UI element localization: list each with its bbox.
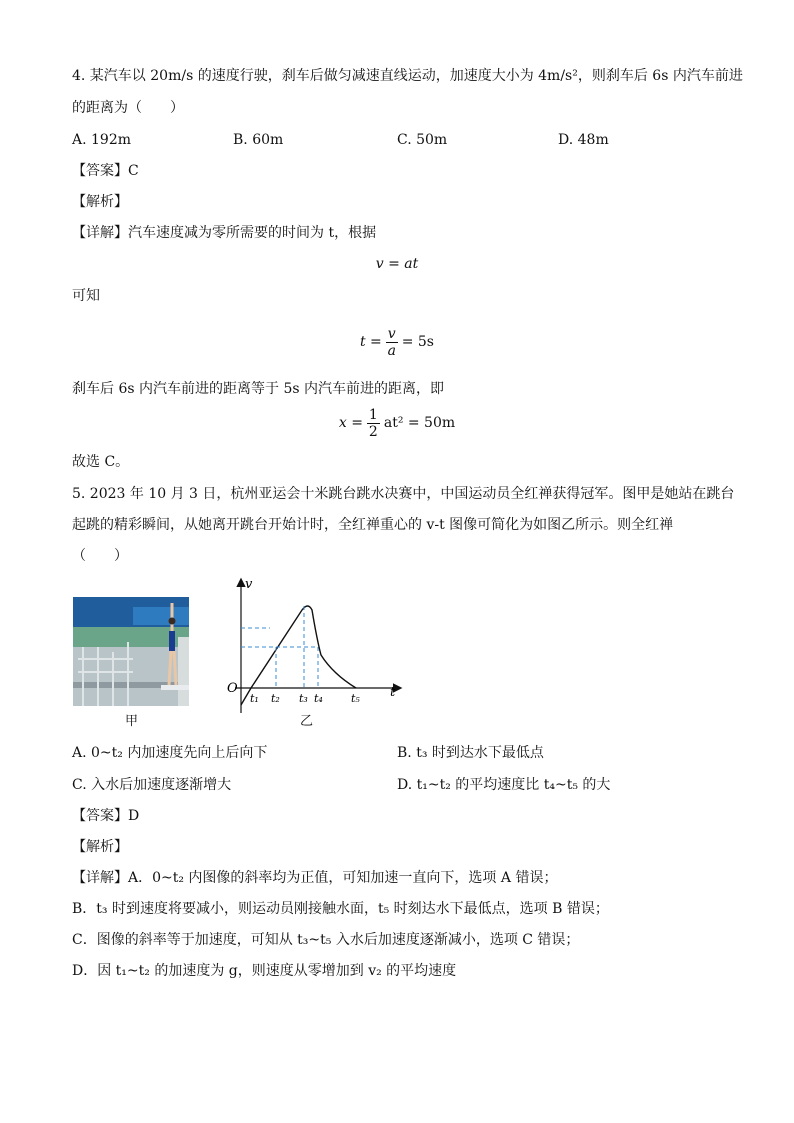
q4-know: 可知: [72, 288, 100, 304]
q4-detail-tag: 【详解】: [72, 225, 128, 241]
q5-detail-d: D．因 t₁~t₂ 的加速度为 g，则速度从零增加到 v₂ 的平均速度: [72, 963, 457, 979]
q4-equation-3: [0, 403, 794, 443]
q4-eq3-right: at² = 50m: [383, 415, 456, 431]
vt-graph: [220, 570, 410, 730]
vt-graph-tick-t3: t₃: [299, 692, 308, 705]
q4-eq2-fraction: [386, 326, 398, 359]
vt-graph-x-label: t: [390, 685, 396, 700]
vt-graph-tick-t1: t₁: [250, 692, 259, 705]
q4-analysis-heading: 【解析】: [72, 194, 128, 210]
q5-answer: 【答案】D: [72, 808, 140, 824]
q5-option-a: A. 0~t₂ 内加速度先向上后向下: [72, 745, 268, 761]
vt-graph-tick-t4: t₄: [314, 692, 323, 705]
q4-eq3-denominator: 2: [368, 423, 378, 440]
q4-eq3-numerator: 1: [368, 406, 378, 423]
vt-graph-origin: O: [227, 681, 238, 696]
diver-photo: [73, 597, 189, 706]
q4-option-a: A. 192m: [72, 132, 132, 148]
q4-stem-line1: 4. 某汽车以 20m/s 的速度行驶，刹车后做匀减速直线运动，加速度大小为 4m/s²，则刹车后 6s 内汽车前进: [72, 68, 743, 84]
q4-stem-line2: 的距离为（ ）: [72, 100, 184, 116]
q5-analysis-heading: 【解析】: [72, 839, 128, 855]
q4-equation-2: [0, 322, 794, 362]
q4-eq2-denominator: a: [387, 342, 396, 359]
q4-detail: [72, 223, 376, 243]
q4-eq3-left: x =: [338, 415, 363, 431]
vt-graph-guides: [241, 606, 318, 688]
q4-option-b: B. 60m: [233, 132, 284, 148]
q5-stem-line2: 起跳的精彩瞬间，从她离开跳台开始计时，全红禅重心的 v-t 图像可简化为如图乙所示。则全红禅: [72, 517, 674, 533]
q5-stem-line3: （ ）: [72, 548, 128, 564]
q4-line-6s: 刹车后 6s 内汽车前进的距离等于 5s 内汽车前进的距离，即: [72, 381, 444, 397]
q5-detail-b: B．t₃ 时到速度将要减小，则运动员刚接触水面，t₅ 时刻达水下最低点，选项 B 错误；: [72, 901, 609, 917]
q5-detail-c: C．图像的斜率等于加速度，可知从 t₃~t₅ 入水后加速度逐渐减小，选项 C 错误；: [72, 932, 580, 948]
vt-graph-tick-t2: t₂: [271, 692, 280, 705]
q4-detail-text: 汽车速度减为零所需要的时间为 t，根据: [128, 225, 377, 241]
figure-b-caption: 乙: [300, 714, 314, 729]
q5-option-c: C. 入水后加速度逐渐增大: [72, 777, 232, 793]
q5-option-d: D. t₁~t₂ 的平均速度比 t₄~t₅ 的大: [397, 777, 611, 793]
q5-detail-a: 【详解】A．0~t₂ 内图像的斜率均为正值，可知加速一直向下，选项 A 错误；: [72, 870, 558, 886]
figure-a-caption: 甲: [125, 714, 139, 729]
q4-eq2-right: = 5s: [401, 334, 434, 350]
diver-photo-image: [73, 597, 189, 706]
q4-eq2-left: t =: [359, 334, 382, 350]
vt-graph-tick-t5: t₅: [351, 692, 360, 705]
q4-eq3-fraction: [367, 407, 380, 440]
q5-stem-line1: 5. 2023 年 10 月 3 日，杭州亚运会十米跳台跳水决赛中，中国运动员全红禅获得冠军。图甲是她站在跳台: [72, 486, 735, 502]
vt-graph-curve: [241, 606, 356, 705]
q4-conclusion: 故选 C。: [72, 454, 130, 470]
q4-eq2-numerator: v: [387, 325, 396, 342]
q4-option-d: D. 48m: [558, 132, 609, 148]
q4-equation-1: v = at: [375, 256, 419, 272]
q4-answer: 【答案】C: [72, 163, 139, 179]
q4-option-c: C. 50m: [397, 132, 448, 148]
vt-graph-y-label: v: [245, 577, 253, 592]
q5-option-b: B. t₃ 时到达水下最低点: [397, 745, 544, 761]
